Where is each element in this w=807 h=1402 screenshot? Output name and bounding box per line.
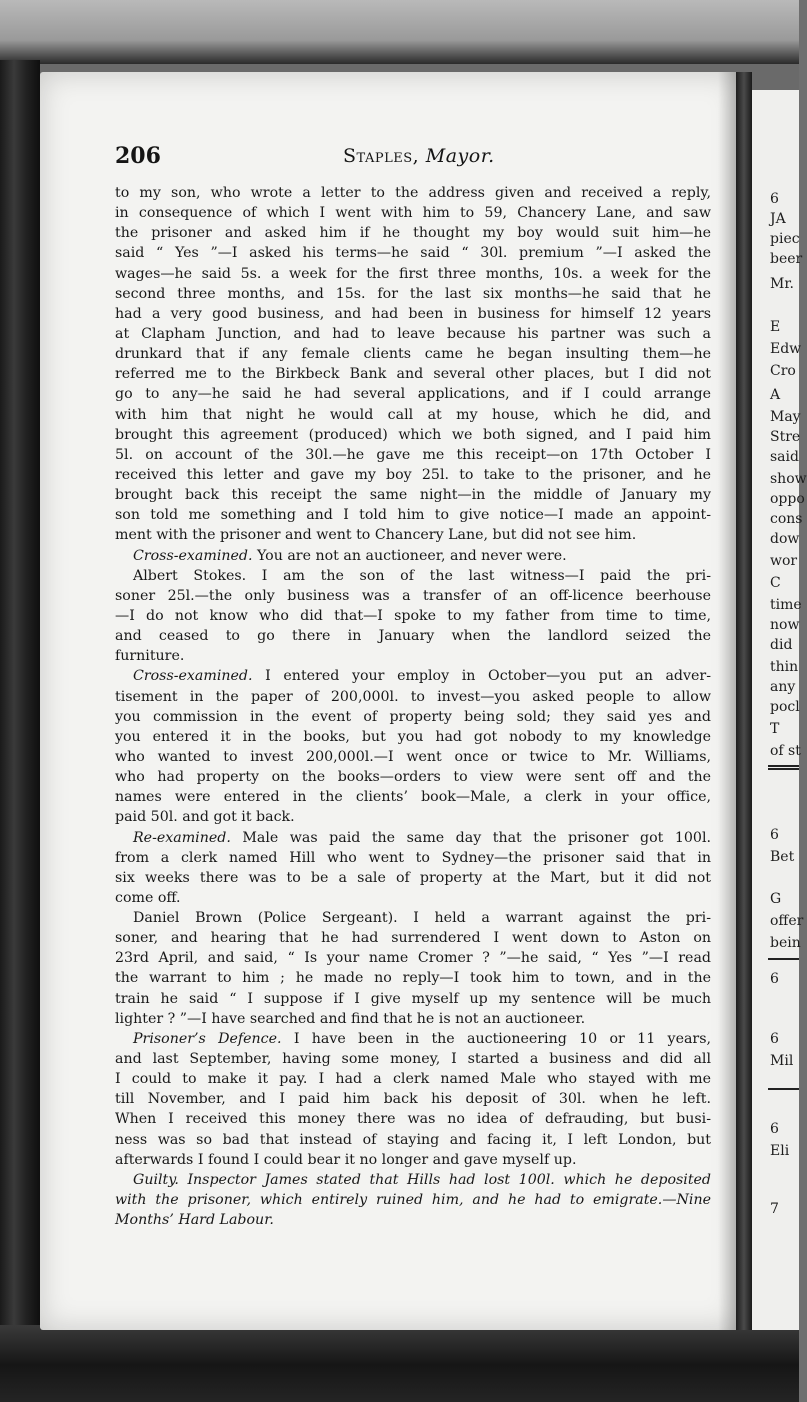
text-line: brought back this receipt the same night—in the middle of January my [115,487,711,504]
text-line: soner, and hearing that he had surrendered I went down to Aston on [115,930,711,947]
text-line: tisement in the paper of 200,000l. to invest—you asked people to allow [115,688,711,705]
facing-page-fragment: 6 [770,971,779,987]
facing-page-fragment: 6 [770,191,779,207]
facing-page-fragment: Mil [770,1053,794,1069]
running-head [343,145,495,167]
running-head-name: Staples, [343,145,420,167]
text-line: ness was so bad that instead of staying and facing it, I left London, but [115,1131,711,1148]
text-line: you entered it in the books, but you had got nobody to my knowledge [115,728,711,745]
facing-page-fragment: cons [770,511,803,527]
text-line: Re-examined. Male was paid the same day that the prisoner got 100l. [133,829,711,846]
text-line: Prisoner’s Defence. I have been in the auctioneering 10 or 11 years, [133,1030,711,1047]
text-line: at Clapham Junction, and had to leave because his partner was such a [115,325,711,342]
facing-page-fragment: A [770,387,781,403]
text-line: come off. [115,889,181,906]
text-line: brought this agreement (produced) which we both signed, and I paid him [115,426,711,443]
text-line: who had property on the books—orders to view were sent off and the [115,769,711,786]
facing-page-fragment: Mr. [770,276,794,292]
page-header [115,143,715,173]
facing-page-fragment: 6 [770,827,779,843]
facing-page-fragment: 6 [770,1121,779,1137]
facing-page-fragment: May [770,409,801,425]
page-body-text [115,183,711,1230]
scanner-bottom-edge [0,1325,799,1402]
facing-page-fragment: T [770,721,780,737]
text-line: soner 25l.—the only business was a transfer of an off-licence beerhouse [115,587,711,604]
text-line: I could to make it pay. I had a clerk named Male who stayed with me [115,1071,711,1088]
facing-page-rule [768,1088,799,1090]
text-line: you commission in the event of property being sold; they said yes and [115,708,711,725]
facing-page-rule [768,768,799,770]
facing-page-fragment: said [770,449,799,465]
text-line: who wanted to invest 200,000l.—I went once or twice to Mr. Williams, [115,748,711,765]
facing-page-fragment: pocl [770,699,800,715]
text-line: from a clerk named Hill who went to Sydney—the prisoner said that in [115,849,711,866]
text-line: lighter ? ”—I have searched and find that he is not an auctioneer. [115,1010,586,1027]
facing-page-fragment: any [770,679,796,695]
text-line: till November, and I paid him back his deposit of 30l. when he left. [115,1091,711,1108]
text-line: Guilty. Inspector James stated that Hills had lost 100l. which he deposited [133,1171,711,1188]
facing-page-fragment: offer [770,913,804,929]
text-line: with the prisoner, which entirely ruined him, and he had to emigrate.—Nine [115,1192,711,1209]
running-head-title: Mayor. [425,145,495,167]
facing-page-fragment: G [770,891,782,907]
text-line: train he said “ I suppose if I give myself up my sentence will be much [115,990,711,1007]
text-line: drunkard that if any female clients came he began insulting them—he [115,346,711,363]
text-line: When I received this money there was no idea of defrauding, but busi- [115,1111,711,1128]
text-line: with him that night he would call at my house, which he did, and [115,406,711,423]
facing-page-fragment: piec [770,231,800,247]
scanner-top-edge [0,0,799,64]
text-line: go to any—he said he had several applications, and if I could arrange [115,386,711,403]
text-line: Months’ Hard Labour. [115,1212,274,1229]
text-line: afterwards I found I could bear it no longer and gave myself up. [115,1151,577,1168]
text-line: second three months, and 15s. for the last six months—he said that he [115,285,711,302]
text-line: ment with the prisoner and went to Chancery Lane, but did not see him. [115,527,637,544]
facing-page-fragment: oppo [770,491,805,507]
text-line: to my son, who wrote a letter to the address given and received a reply, [115,185,711,201]
facing-page-fragment: Eli [770,1143,790,1159]
facing-page-rule [768,765,799,767]
text-line: son told me something and I told him to give notice—I made an appoint- [115,507,711,524]
text-line: 23rd April, and said, “ Is your name Cromer ? ”—he said, “ Yes ”—I read [115,950,711,967]
facing-page-fragment: time [770,597,802,613]
facing-page-fragment: E [770,319,781,335]
text-line: six weeks there was to be a sale of property at the Mart, but it did not [115,869,711,886]
text-line: —I do not know who did that—I spoke to my father from time to time, [115,607,711,624]
facing-page-fragment: show [770,471,807,487]
facing-page-fragment: beer [770,251,803,267]
text-line: the prisoner and asked him if he thought my boy would suit him—he [115,225,711,242]
text-line: Cross-examined. I entered your employ in October—you put an adver- [133,668,711,685]
facing-page-fragment: 7 [770,1201,779,1217]
text-line: 5l. on account of the 30l.—he gave me this receipt—on 17th October I [115,446,711,463]
book-gutter [736,72,752,1330]
text-line: Daniel Brown (Police Sergeant). I held a warrant against the pri- [133,910,711,927]
text-line: furniture. [115,648,185,665]
text-line: the warrant to him ; he made no reply—I took him to town, and in the [115,970,711,987]
facing-page-fragment: thin [770,659,799,675]
facing-page-fragment: did [770,637,793,653]
text-line: and last September, having some money, I started a business and did all [115,1051,711,1068]
text-line: in consequence of which I went with him to 59, Chancery Lane, and saw [115,205,711,222]
facing-page-fragment: C [770,575,781,591]
facing-page-fragment: Edw [770,341,802,357]
text-line: paid 50l. and got it back. [115,809,295,826]
facing-page-fragment: Bet [770,849,795,865]
text-line: and ceased to go there in January when the landlord seized the [115,628,711,645]
facing-page-fragment: Stre [770,429,801,445]
text-line: said “ Yes ”—I asked his terms—he said “ 30l. premium ”—I asked the [115,245,711,262]
facing-page-fragment: now [770,617,800,633]
facing-page-fragment: dow [770,531,800,547]
text-line: received this letter and gave my boy 25l. to take to the prisoner, and he [115,466,711,483]
page-number: 206 [115,143,161,169]
text-line: referred me to the Birkbeck Bank and several other places, but I did not [115,366,711,383]
facing-page-fragment: JA [770,211,786,227]
facing-page-fragment: wor [770,553,798,569]
text-line: names were entered in the clients’ book—Male, a clerk in your office, [115,789,711,806]
text-line: wages—he said 5s. a week for the first three months, 10s. a week for the [115,265,711,282]
text-line: had a very good business, and had been in business for himself 12 years [115,305,711,322]
facing-page-fragment: 6 [770,1031,779,1047]
book-spine [0,60,40,1350]
facing-page-rule [768,958,799,960]
facing-page-fragment: of st [770,743,801,759]
facing-page-fragment: Cro [770,363,796,379]
text-line: Cross-examined. You are not an auctioneer, and never were. [133,547,567,564]
facing-page-fragment: bein [770,935,801,951]
text-line: Albert Stokes. I am the son of the last witness—I paid the pri- [133,567,711,584]
